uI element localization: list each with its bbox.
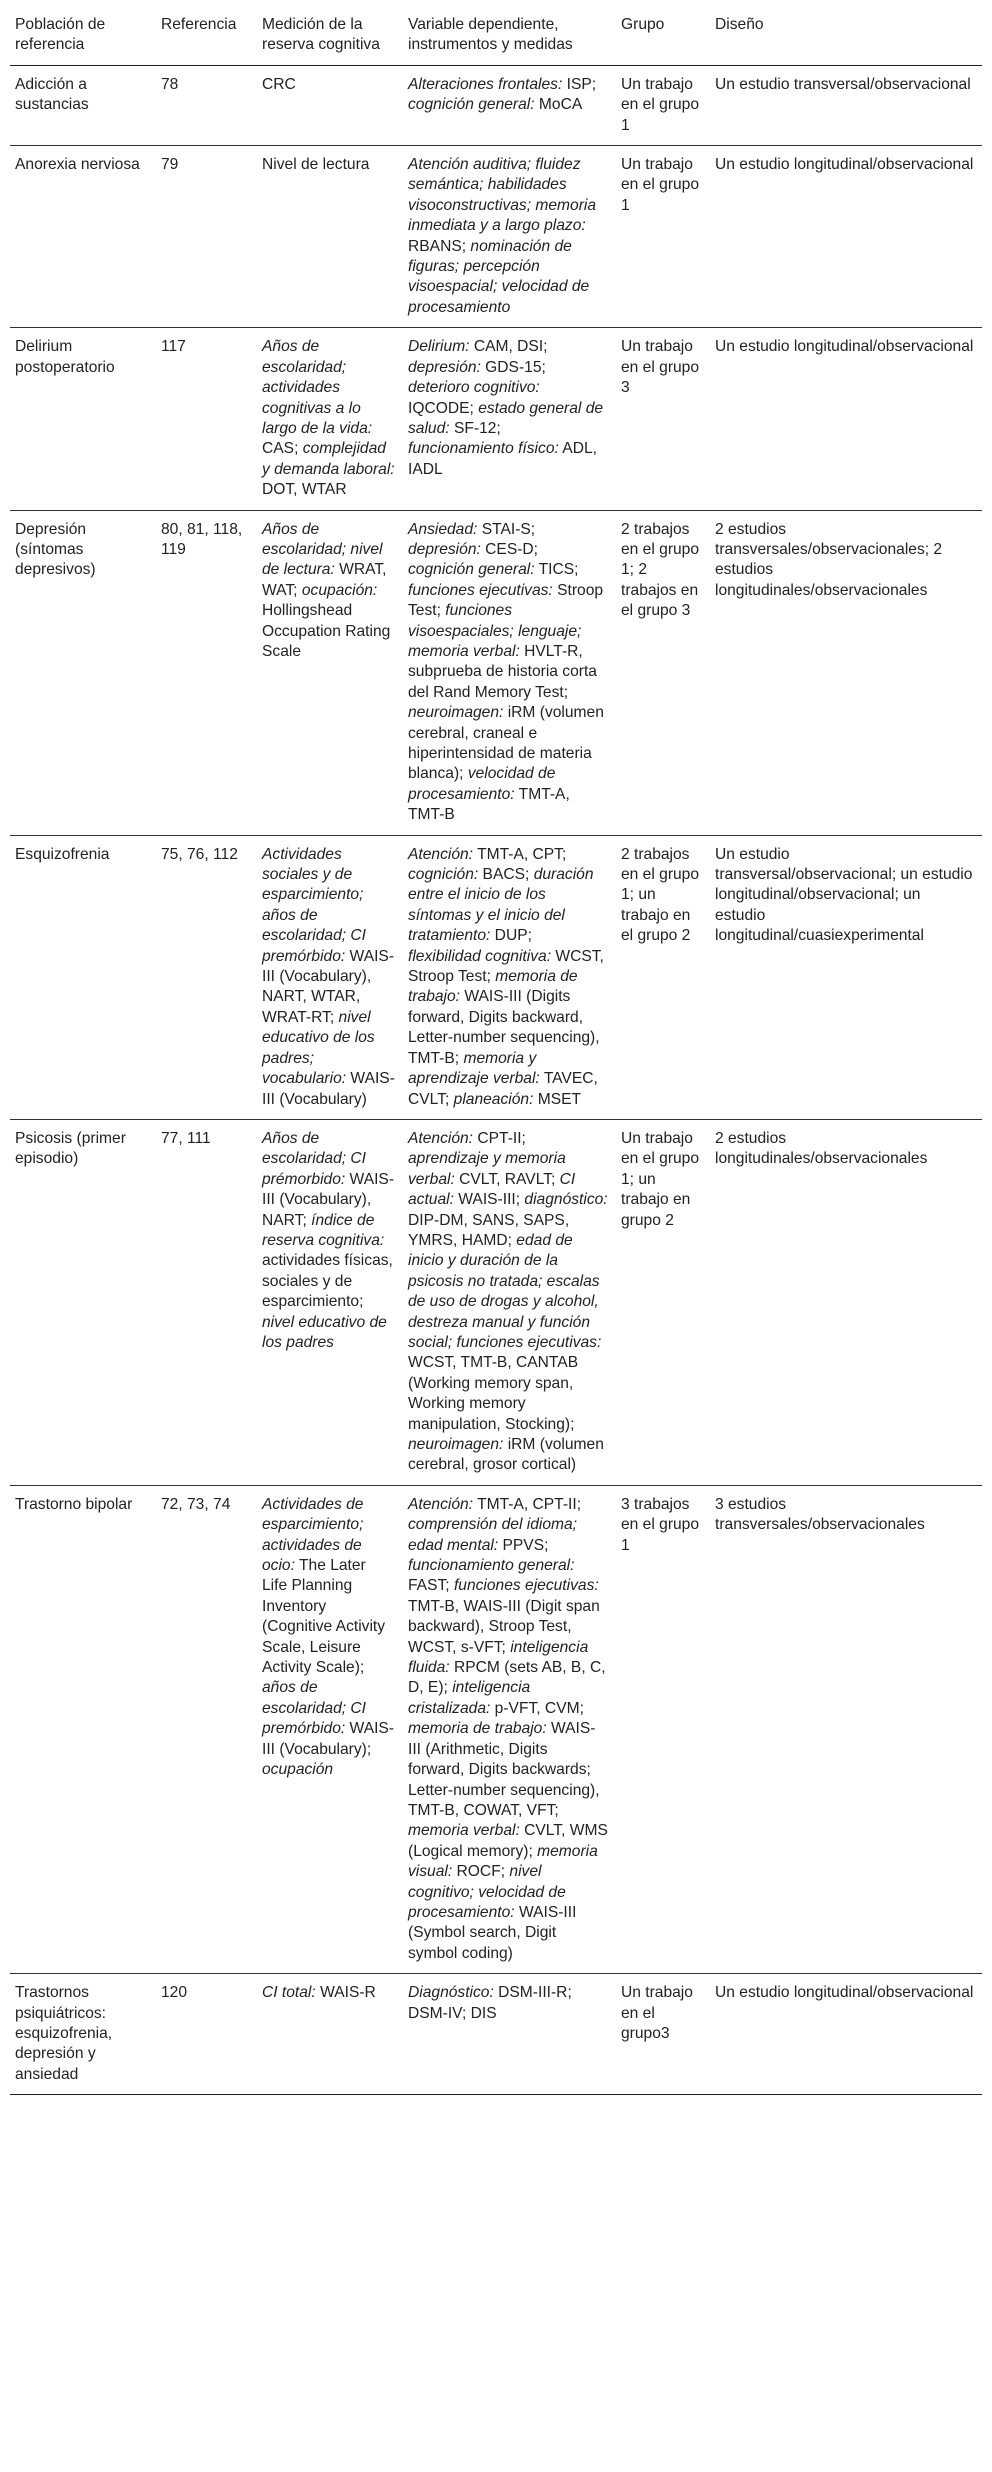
italic-term: nominación de figuras; percepción visoespacial; velocidad de procesamiento [408,237,590,316]
italic-term: nivel cognitivo; velocidad de procesamiento: [408,1863,566,1921]
cell-variables [403,1974,616,2095]
header-measurement: Medición de la reserva cognitiva [257,6,403,65]
instrument-text: MSET [533,1090,582,1108]
italic-term: complejidad y demanda laboral: [262,440,395,478]
cell-reference: 80, 81, 118, 119 [156,510,257,835]
italic-term: Diagnóstico: [408,1984,494,2002]
cell-group: Un trabajo en el grupo 1; un trabajo en grupo 2 [616,1119,710,1485]
cell-measurement [257,1485,403,1973]
italic-term: CI actual: [408,1170,576,1209]
cell-variables [403,328,616,510]
cell-population: Adicción a sustancias [10,65,156,145]
instrument-text: SF-12; [449,419,501,437]
italic-term: cognición: [408,866,479,884]
italic-term: Delirium: [408,338,470,356]
cell-population: Delirium postoperatorio [10,328,156,510]
instrument-text: BACS; [478,866,534,884]
cell-reference: 117 [156,328,257,510]
table-row [10,835,982,1119]
italic-term: CI total: [262,1984,316,2002]
header-design: Diseño [710,6,982,65]
italic-term: inteligencia fluida: [408,1638,589,1677]
cell-measurement [257,510,403,835]
header-reference: Referencia [156,6,257,65]
italic-term: Años de escolaridad; nivel de lectura: [262,520,383,579]
italic-term: memoria verbal: [408,1822,520,1840]
instrument-text: CPT-II; [473,1129,526,1147]
instrument-text: PPVS; [498,1536,549,1554]
italic-term: Actividades sociales y de esparcimiento; años de escolaridad; CI premórbido: [262,845,367,965]
italic-term: planeación: [453,1090,534,1108]
instrument-text: Nivel de lectura [262,156,370,174]
instrument-text: WAIS-III (Arithmetic, Digits forward, Digits backwards; Letter-number sequencing), TMT-B, COWAT, VFT; [408,1720,600,1819]
instrument-text: WAIS-III (Symbol search, Digit symbol coding) [408,1903,577,1962]
instrument-text: CES-D; [480,540,539,558]
italic-term: neuroimagen: [408,1436,504,1453]
cell-group: Un trabajo en el grupo3 [616,1974,710,2095]
italic-term: edad de inicio y duración de la psicosis no tratada; escalas de uso de drogas y alcohol, destreza manual y función social; funciones ejecutivas: [408,1231,602,1351]
italic-term: años de escolaridad; CI premórbido: [262,1679,367,1738]
instrument-text: WAIS-III (Vocabulary) [262,1070,395,1108]
instrument-text: Hollingshead Occupation Rating Scale [262,602,391,660]
review-table [10,6,982,2095]
italic-term: Atención: [408,1495,474,1513]
cell-reference: 75, 76, 112 [156,835,257,1119]
instrument-text: MoCA [534,96,583,114]
italic-term: Años de escolaridad; actividades cognitivas a lo largo de la vida: [262,338,373,437]
instrument-text: TMT-A, TMT-B [408,785,570,824]
italic-term: memoria visual: [408,1842,598,1881]
instrument-text: TMT-A, CPT; [473,845,567,863]
italic-term: velocidad de procesamiento: [408,765,556,803]
table-row [10,328,982,510]
cell-group: 3 trabajos en el grupo 1 [616,1485,710,1973]
cell-design: Un estudio longitudinal/observacional [710,1974,982,2095]
italic-term: Actividades de esparcimiento; actividades de ocio: [262,1495,364,1575]
cell-population: Anorexia nerviosa [10,146,156,328]
instrument-text: WCST, Stroop Test; [408,947,604,986]
italic-term: neuroimagen: [408,704,504,722]
italic-term: comprensión del idioma; edad mental: [408,1516,578,1554]
italic-term: funciones ejecutivas: [408,581,553,599]
table-row [10,65,982,145]
cell-group: Un trabajo en el grupo 1 [616,146,710,328]
italic-term: Años de escolaridad; CI prémorbido: [262,1129,367,1188]
instrument-text: DOT, WTAR [262,481,347,499]
instrument-text: RBANS; [408,237,471,255]
italic-term: depresión: [408,540,481,558]
italic-term: memoria de trabajo: [408,968,578,1006]
cell-reference: 78 [156,65,257,145]
instrument-text: WAIS-III; [453,1191,525,1209]
italic-term: Atención: [408,845,474,863]
cell-population: Psicosis (primer episodio) [10,1119,156,1485]
instrument-text: ISP; [562,75,597,93]
instrument-text: WAIS-III (Vocabulary), NART, WTAR, WRAT-RT; [262,947,395,1026]
cell-population: Trastornos psiquiátricos: esquizofrenia, depresión y ansiedad [10,1974,156,2095]
instrument-text: DSM-III-R; DSM-IV; DIS [408,1984,572,2022]
instrument-text: RPCM (sets AB, B, C, D, E); [408,1659,606,1697]
instrument-text: DUP; [490,927,532,945]
italic-term: funciones ejecutivas: [453,1577,599,1595]
cell-design: Un estudio longitudinal/observacional [710,328,982,510]
cell-group: 2 trabajos en el grupo 1; un trabajo en el grupo 2 [616,835,710,1119]
cell-variables [403,146,616,328]
cell-variables [403,65,616,145]
italic-term: ocupación [262,1761,334,1779]
instrument-text: WAIS-III (Vocabulary), NART; [262,1170,395,1229]
cell-design: Un estudio transversal/observacional [710,65,982,145]
instrument-text: TMT-B, WAIS-III (Digit span backward), Stroop Test, WCST, s-VFT; [408,1597,600,1656]
cell-population: Esquizofrenia [10,835,156,1119]
italic-term: cognición general: [408,561,535,579]
cell-reference: 120 [156,1974,257,2095]
cell-group: 2 trabajos en el grupo 1; 2 trabajos en el grupo 3 [616,510,710,835]
cell-group: Un trabajo en el grupo 1 [616,65,710,145]
italic-term: aprendizaje y memoria verbal: [408,1150,566,1188]
instrument-text: ADL, IADL [408,440,597,478]
italic-term: depresión: [408,358,481,376]
instrument-text: The Later Life Planning Inventory (Cognitive Activity Scale, Leisure Activity Scale); [262,1557,386,1677]
italic-term: funcionamiento físico: [408,440,559,458]
table-body [10,65,982,2094]
cell-reference: 79 [156,146,257,328]
cell-variables [403,510,616,835]
italic-term: memoria de trabajo: [408,1720,547,1738]
header-population: Población de referencia [10,6,156,65]
cell-variables [403,835,616,1119]
cell-population: Trastorno bipolar [10,1485,156,1973]
table-row [10,510,982,835]
header-row [10,6,982,65]
instrument-text: p-VFT, CVM; [490,1699,584,1717]
italic-term: duración entre el inicio de los síntomas y el inicio del tratamiento: [408,866,594,945]
cell-reference: 77, 111 [156,1119,257,1485]
italic-term: cognición general: [408,96,535,114]
cell-reference: 72, 73, 74 [156,1485,257,1973]
instrument-text: TMT-A, CPT-II; [473,1495,582,1513]
italic-term: diagnóstico: [524,1191,608,1209]
table-row [10,1119,982,1485]
instrument-text: WCST, TMT-B, CANTAB (Working memory span, Working memory manipulation, Stocking); [408,1354,579,1433]
instrument-text: GDS-15; [480,358,546,376]
cell-design: Un estudio longitudinal/observacional [710,146,982,328]
cell-measurement [257,1974,403,2095]
cell-design: Un estudio transversal/observacional; un estudio longitudinal/observacional; un estudio longitudinal/cuasiexperimental [710,835,982,1119]
instrument-text: TAVEC, CVLT; [408,1070,598,1108]
table-row [10,146,982,328]
italic-term: inteligencia cristalizada: [408,1679,531,1717]
instrument-text: DIP-DM, SANS, SAPS, YMRS, HAMD; [408,1211,570,1249]
cell-population: Depresión (síntomas depresivos) [10,510,156,835]
instrument-text: WRAT, WAT; [262,561,387,599]
instrument-text: CVLT, WMS (Logical memory); [408,1822,608,1860]
table-row [10,1974,982,2095]
italic-term: funciones visoespaciales; lenguaje; memoria verbal: [408,602,582,660]
instrument-text: actividades físicas, sociales y de esparcimiento; [262,1252,393,1311]
instrument-text: ROCF; [452,1863,510,1881]
instrument-text: WAIS-R [315,1984,376,2002]
instrument-text: HVLT-R, subprueba de historia corta del Rand Memory Test; [408,642,597,701]
cell-measurement [257,328,403,510]
instrument-text: TICS; [534,561,579,579]
instrument-text: STAI-S; [477,520,536,538]
italic-term: nivel educativo de los padres; vocabulario: [262,1008,375,1088]
cell-measurement [257,835,403,1119]
cell-design: 2 estudios transversales/observacionales; 2 estudios longitudinales/observacionales [710,510,982,835]
cell-variables [403,1485,616,1973]
instrument-text: WAIS-III (Vocabulary); [262,1720,395,1758]
table-header [10,6,982,65]
instrument-text: CRC [262,75,296,93]
instrument-text: iRM (volumen cerebral, grosor cortical) [408,1436,604,1474]
cell-variables [403,1119,616,1485]
header-variables: Variable dependiente, instrumentos y medidas [403,6,616,65]
italic-term: Alteraciones frontales: [408,75,563,93]
instrument-text: IQCODE; [408,399,479,417]
instrument-text: CAS; [262,440,303,458]
instrument-text: CAM, DSI; [469,338,548,356]
italic-term: memoria y aprendizaje verbal: [408,1049,540,1088]
instrument-text: Stroop Test; [408,581,604,620]
italic-term: ocupación: [301,581,378,599]
instrument-text: WAIS-III (Digits forward, Digits backward, Letter-number sequencing), TMT-B; [408,988,600,1067]
cell-measurement [257,65,403,145]
table-row [10,1485,982,1973]
italic-term: estado general de salud: [408,399,604,437]
italic-term: nivel educativo de los padres [262,1313,387,1351]
italic-term: flexibilidad cognitiva: [408,947,552,965]
italic-term: Ansiedad: [408,520,478,538]
instrument-text: iRM (volumen cerebral, craneal e hiperintensidad de materia blanca); [408,704,604,783]
italic-term: índice de reserva cognitiva: [262,1211,385,1249]
instrument-text: FAST; [408,1577,454,1595]
cell-measurement [257,146,403,328]
cell-design: 2 estudios longitudinales/observacionales [710,1119,982,1485]
italic-term: Atención: [408,1129,474,1147]
cell-design: 3 estudios transversales/observacionales [710,1485,982,1973]
cell-group: Un trabajo en el grupo 3 [616,328,710,510]
instrument-text: CVLT, RAVLT; [454,1170,560,1188]
italic-term: funcionamiento general: [408,1557,575,1575]
header-group: Grupo [616,6,710,65]
italic-term: deterioro cognitivo: [408,379,540,397]
cell-measurement [257,1119,403,1485]
italic-term: Atención auditiva; fluidez semántica; habilidades visoconstructivas; memoria inmediata y a largo plazo: [408,156,597,235]
